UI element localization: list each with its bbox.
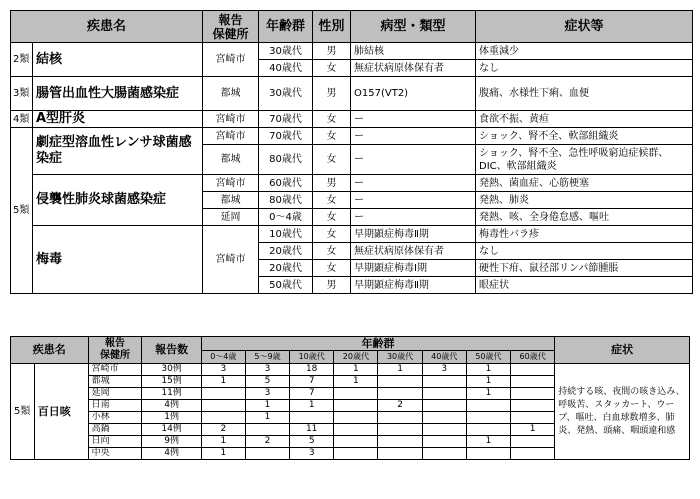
age-col-header: 20歳代 [334, 351, 378, 364]
age-count-cell [511, 388, 555, 400]
header-disease: 疾患名 [11, 11, 203, 43]
age-col-header: 40歳代 [422, 351, 466, 364]
office-cell: 宮崎市 [88, 364, 142, 376]
age-count-cell: 18 [290, 364, 334, 376]
count-cell: 11例 [142, 388, 201, 400]
age-count-cell: 5 [245, 376, 289, 388]
type-cell: 肺結核 [351, 43, 476, 60]
age-count-cell [290, 412, 334, 424]
age-cell: 20歳代 [259, 243, 313, 260]
type-cell: ー [351, 128, 476, 145]
type-cell: 早期顕症梅毒Ⅱ期 [351, 226, 476, 243]
age-count-cell [334, 424, 378, 436]
type-cell: ー [351, 209, 476, 226]
age-count-cell [422, 388, 466, 400]
age-count-cell: 1 [466, 388, 510, 400]
age-count-cell [378, 424, 422, 436]
symptom-cell: 発熱、肺炎 [476, 192, 693, 209]
type-cell: ー [351, 145, 476, 175]
disease-name: 結核 [33, 43, 203, 77]
office-cell: 宮崎市 [203, 128, 259, 145]
symptom-cell: 食欲不振、黄疸 [476, 111, 693, 128]
age-count-cell [466, 400, 510, 412]
header-symptoms: 症状 [555, 337, 690, 364]
age-count-cell [201, 400, 245, 412]
age-cell: 70歳代 [259, 111, 313, 128]
age-cell: 30歳代 [259, 77, 313, 111]
header-age-group: 年齢群 [201, 337, 555, 351]
symptom-cell: 梅毒性バラ疹 [476, 226, 693, 243]
age-count-cell [466, 412, 510, 424]
sex-cell: 男 [313, 277, 351, 294]
count-cell: 15例 [142, 376, 201, 388]
age-count-cell [334, 400, 378, 412]
age-col-header: 30歳代 [378, 351, 422, 364]
disease-name: 梅毒 [33, 226, 203, 294]
age-col-header: 10歳代 [290, 351, 334, 364]
disease-name: A型肝炎 [33, 111, 203, 128]
sex-cell: 女 [313, 60, 351, 77]
type-cell: 早期顕症梅毒Ⅰ期 [351, 260, 476, 277]
age-count-cell [334, 448, 378, 460]
age-count-cell: 1 [201, 436, 245, 448]
header-count: 報告数 [142, 337, 201, 364]
age-count-cell [511, 376, 555, 388]
class-cell: 5類 [11, 128, 33, 294]
symptom-cell: なし [476, 243, 693, 260]
age-col-header: 60歳代 [511, 351, 555, 364]
age-count-cell [334, 436, 378, 448]
age-count-cell: 1 [466, 436, 510, 448]
age-count-cell [201, 412, 245, 424]
class-cell: 3類 [11, 77, 33, 111]
sex-cell: 女 [313, 128, 351, 145]
age-count-cell [511, 412, 555, 424]
table-row [11, 111, 693, 128]
symptom-cell: 発熱、菌血症、心筋梗塞 [476, 175, 693, 192]
office-cell: 都城 [203, 145, 259, 175]
age-count-cell: 11 [290, 424, 334, 436]
class-cell: 2類 [11, 43, 33, 77]
symptom-cell: なし [476, 60, 693, 77]
age-count-cell: 1 [334, 364, 378, 376]
table-row [11, 77, 693, 111]
age-col-header: 0～4歳 [201, 351, 245, 364]
age-count-cell: 1 [245, 400, 289, 412]
symptom-cell: 硬性下疳、鼠径部リンパ節腫脹 [476, 260, 693, 277]
age-cell: 30歳代 [259, 43, 313, 60]
age-count-cell: 7 [290, 388, 334, 400]
age-count-cell [422, 424, 466, 436]
age-count-cell [378, 412, 422, 424]
age-cell: 10歳代 [259, 226, 313, 243]
count-cell: 1例 [142, 412, 201, 424]
age-count-cell: 7 [290, 376, 334, 388]
table-row [11, 128, 693, 145]
office-cell: 都城 [203, 77, 259, 111]
count-cell: 9例 [142, 436, 201, 448]
age-count-cell: 1 [378, 364, 422, 376]
type-cell: ー [351, 192, 476, 209]
age-count-cell: 3 [245, 364, 289, 376]
age-count-cell: 1 [201, 448, 245, 460]
age-count-cell: 1 [245, 412, 289, 424]
symptom-cell: ショック、腎不全、急性呼吸窮迫症候群、DIC、軟部組織炎 [476, 145, 693, 175]
header-type: 病型・類型 [351, 11, 476, 43]
office-cell: 延岡 [88, 388, 142, 400]
sex-cell: 女 [313, 209, 351, 226]
office-cell: 宮崎市 [203, 175, 259, 192]
symptom-cell: ショック、腎不全、軟部組織炎 [476, 128, 693, 145]
type-cell: 無症状病原体保有者 [351, 60, 476, 77]
age-cell: 60歳代 [259, 175, 313, 192]
age-count-cell [201, 388, 245, 400]
age-count-cell [511, 364, 555, 376]
office-cell: 都城 [88, 376, 142, 388]
table-row [11, 43, 693, 60]
class-cell: 4類 [11, 111, 33, 128]
office-cell: 中央 [88, 448, 142, 460]
age-count-cell: 2 [245, 436, 289, 448]
header-office: 報告 保健所 [88, 337, 142, 364]
age-col-header: 5～9歳 [245, 351, 289, 364]
table-row [11, 364, 690, 376]
table-row [11, 226, 693, 243]
age-count-cell: 1 [466, 376, 510, 388]
disease-name: 劇症型溶血性レンサ球菌感染症 [33, 128, 203, 175]
office-cell: 宮崎市 [203, 43, 259, 77]
age-count-cell: 1 [511, 424, 555, 436]
count-cell: 14例 [142, 424, 201, 436]
header-disease: 疾患名 [11, 337, 89, 364]
sex-cell: 女 [313, 260, 351, 277]
age-count-cell [422, 376, 466, 388]
age-count-cell: 1 [290, 400, 334, 412]
age-col-header: 50歳代 [466, 351, 510, 364]
age-count-cell [334, 412, 378, 424]
age-cell: 80歳代 [259, 192, 313, 209]
age-count-cell: 2 [378, 400, 422, 412]
type-cell: ー [351, 175, 476, 192]
age-count-cell [245, 424, 289, 436]
age-cell: 40歳代 [259, 60, 313, 77]
office-cell: 日南 [88, 400, 142, 412]
sex-cell: 女 [313, 243, 351, 260]
age-count-cell [378, 388, 422, 400]
age-count-cell: 1 [201, 376, 245, 388]
disease-name: 百日咳 [34, 364, 88, 460]
age-count-cell [378, 448, 422, 460]
age-count-cell: 5 [290, 436, 334, 448]
disease-name: 侵襲性肺炎球菌感染症 [33, 175, 203, 226]
office-cell: 宮崎市 [203, 111, 259, 128]
type-cell: 無症状病原体保有者 [351, 243, 476, 260]
sex-cell: 女 [313, 111, 351, 128]
office-cell: 小林 [88, 412, 142, 424]
table-row [11, 175, 693, 192]
notifiable-disease-table [10, 10, 693, 294]
age-count-cell: 1 [334, 376, 378, 388]
age-count-cell: 3 [422, 364, 466, 376]
age-count-cell [378, 436, 422, 448]
office-cell: 高鍋 [88, 424, 142, 436]
age-count-cell [334, 388, 378, 400]
age-count-cell: 2 [201, 424, 245, 436]
symptom-cell: 持続する咳、夜間の咳き込み、呼吸苦、スタッカート、ウーブ、嘔吐、白血球数増多、肺炎、発熱、頭痛、咽頭違和感 [555, 364, 690, 460]
age-count-cell [422, 412, 466, 424]
count-cell: 4例 [142, 400, 201, 412]
office-cell: 日向 [88, 436, 142, 448]
age-count-cell: 3 [201, 364, 245, 376]
sex-cell: 男 [313, 77, 351, 111]
symptom-cell: 体重減少 [476, 43, 693, 60]
count-cell: 4例 [142, 448, 201, 460]
age-count-cell [245, 448, 289, 460]
age-count-cell: 1 [466, 364, 510, 376]
type-cell: 早期顕症梅毒Ⅱ期 [351, 277, 476, 294]
age-count-cell: 3 [245, 388, 289, 400]
age-cell: 20歳代 [259, 260, 313, 277]
age-count-cell: 3 [290, 448, 334, 460]
header-symptoms: 症状等 [476, 11, 693, 43]
age-cell: 70歳代 [259, 128, 313, 145]
symptom-cell: 発熱、咳、全身倦怠感、嘔吐 [476, 209, 693, 226]
age-count-cell [466, 424, 510, 436]
class-cell: 5類 [11, 364, 35, 460]
office-cell: 都城 [203, 192, 259, 209]
sex-cell: 女 [313, 145, 351, 175]
age-count-cell [422, 436, 466, 448]
count-cell: 30例 [142, 364, 201, 376]
age-cell: 80歳代 [259, 145, 313, 175]
age-cell: 50歳代 [259, 277, 313, 294]
sex-cell: 男 [313, 43, 351, 60]
age-count-cell [511, 436, 555, 448]
sex-cell: 男 [313, 175, 351, 192]
disease-name: 腸管出血性大腸菌感染症 [33, 77, 203, 111]
symptom-cell: 腹痛、水様性下痢、血便 [476, 77, 693, 111]
symptom-cell: 眼症状 [476, 277, 693, 294]
office-cell: 延岡 [203, 209, 259, 226]
age-count-cell [511, 448, 555, 460]
header-age: 年齢群 [259, 11, 313, 43]
age-count-cell [511, 400, 555, 412]
office-cell: 宮崎市 [203, 226, 259, 294]
type-cell: O157(VT2) [351, 77, 476, 111]
age-count-cell [422, 448, 466, 460]
type-cell: ー [351, 111, 476, 128]
pertussis-table [10, 336, 690, 460]
age-count-cell [466, 448, 510, 460]
sex-cell: 女 [313, 192, 351, 209]
age-cell: 0～4歳 [259, 209, 313, 226]
age-count-cell [422, 400, 466, 412]
header-sex: 性別 [313, 11, 351, 43]
sex-cell: 女 [313, 226, 351, 243]
age-count-cell [378, 376, 422, 388]
header-office: 報告 保健所 [203, 11, 259, 43]
